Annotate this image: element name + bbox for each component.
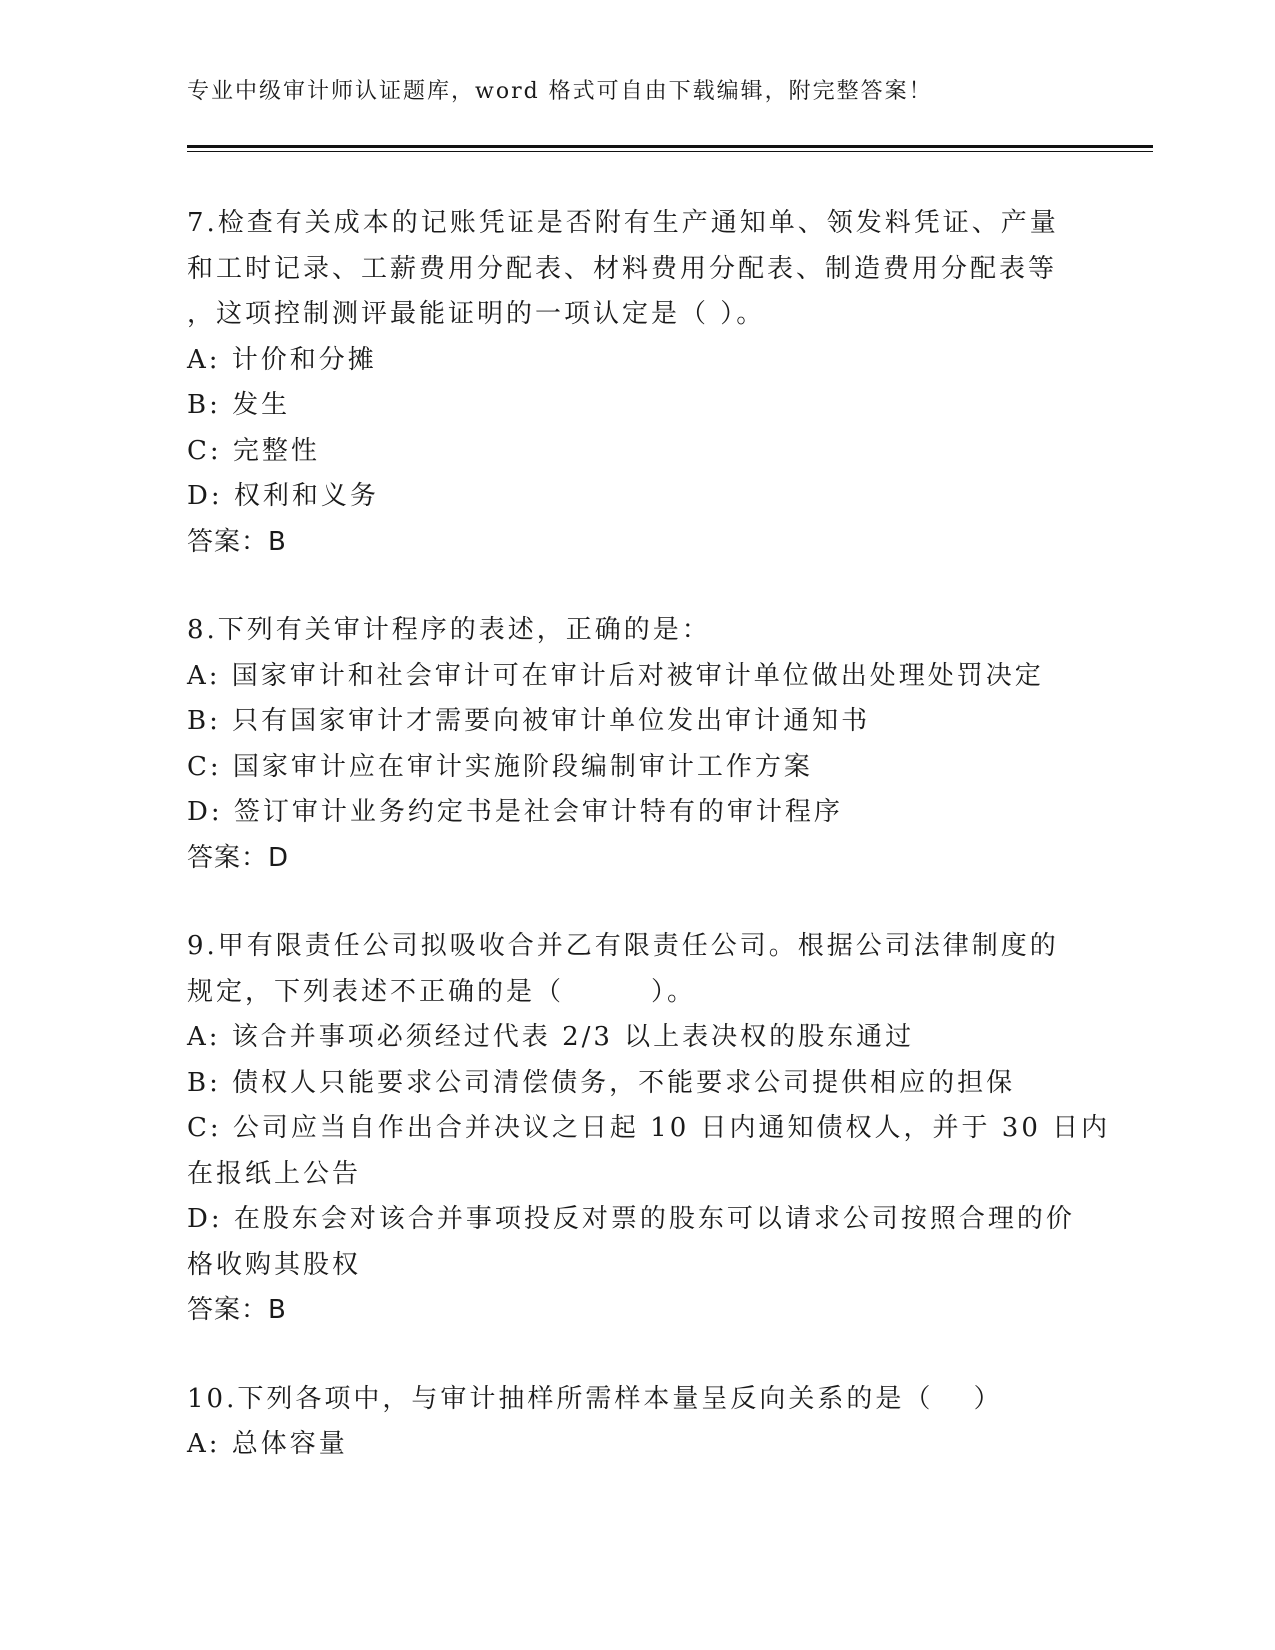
option-line: B: 发生 [187,390,291,420]
option-line: D: 签订审计业务约定书是社会审计特有的审计程序 [187,797,843,827]
answer-line: 答案：B [187,1295,287,1325]
question-stem-line: 9.甲有限责任公司拟吸收合并乙有限责任公司。根据公司法律制度的 [187,931,1059,961]
question-block [187,924,1111,1334]
question-block [187,201,1087,565]
header-rule-thick [187,145,1153,148]
question-block [187,1377,1087,1468]
option-line: C: 完整性 [187,435,320,466]
option-line: C: 公司应当自作出合并决议之日起 10 日内通知债权人，并于 30 日内 [187,1113,1111,1143]
answer-line: 答案：D [187,842,290,873]
question-stem-line: 7.检查有关成本的记账凭证是否附有生产通知单、领发料凭证、产量 [187,208,1059,238]
header-rule-thin [187,151,1153,152]
option-line: B: 只有国家审计才需要向被审计单位发出审计通知书 [187,706,871,736]
page-header: 专业中级审计师认证题库，word 格式可自由下载编辑，附完整答案！ [187,79,933,104]
option-line: A: 国家审计和社会审计可在审计后对被审计单位做出处理处罚决定 [187,660,1044,691]
question-block [187,608,1087,881]
question-stem-line: ，这项控制测评最能证明的一项认定是（ ）。 [187,299,766,329]
option-line: 在报纸上公告 [187,1158,362,1189]
question-list [187,201,1111,1511]
answer-line: 答案：B [187,526,287,557]
option-line: C: 国家审计应在审计实施阶段编制审计工作方案 [187,751,813,782]
question-stem-line: 10.下列各项中，与审计抽样所需样本量呈反向关系的是（ ） [187,1383,1003,1414]
option-line: A: 该合并事项必须经过代表 2/3 以上表决权的股东通过 [187,1022,915,1052]
option-line: A: 计价和分摊 [187,344,377,375]
option-line: D: 权利和义务 [187,481,379,511]
question-stem-line: 和工时记录、工薪费用分配表、材料费用分配表、制造费用分配表等 [187,253,1058,284]
option-line: B: 债权人只能要求公司清偿债务，不能要求公司提供相应的担保 [187,1067,1016,1098]
question-stem-line: 8.下列有关审计程序的表述，正确的是： [187,615,711,645]
option-line: 格收购其股权 [187,1249,362,1280]
option-line: D: 在股东会对该合并事项投反对票的股东可以请求公司按照合理的价 [187,1204,1075,1234]
question-stem-line: 规定，下列表述不正确的是（ ）。 [187,976,697,1007]
option-line: A: 总体容量 [187,1429,348,1459]
